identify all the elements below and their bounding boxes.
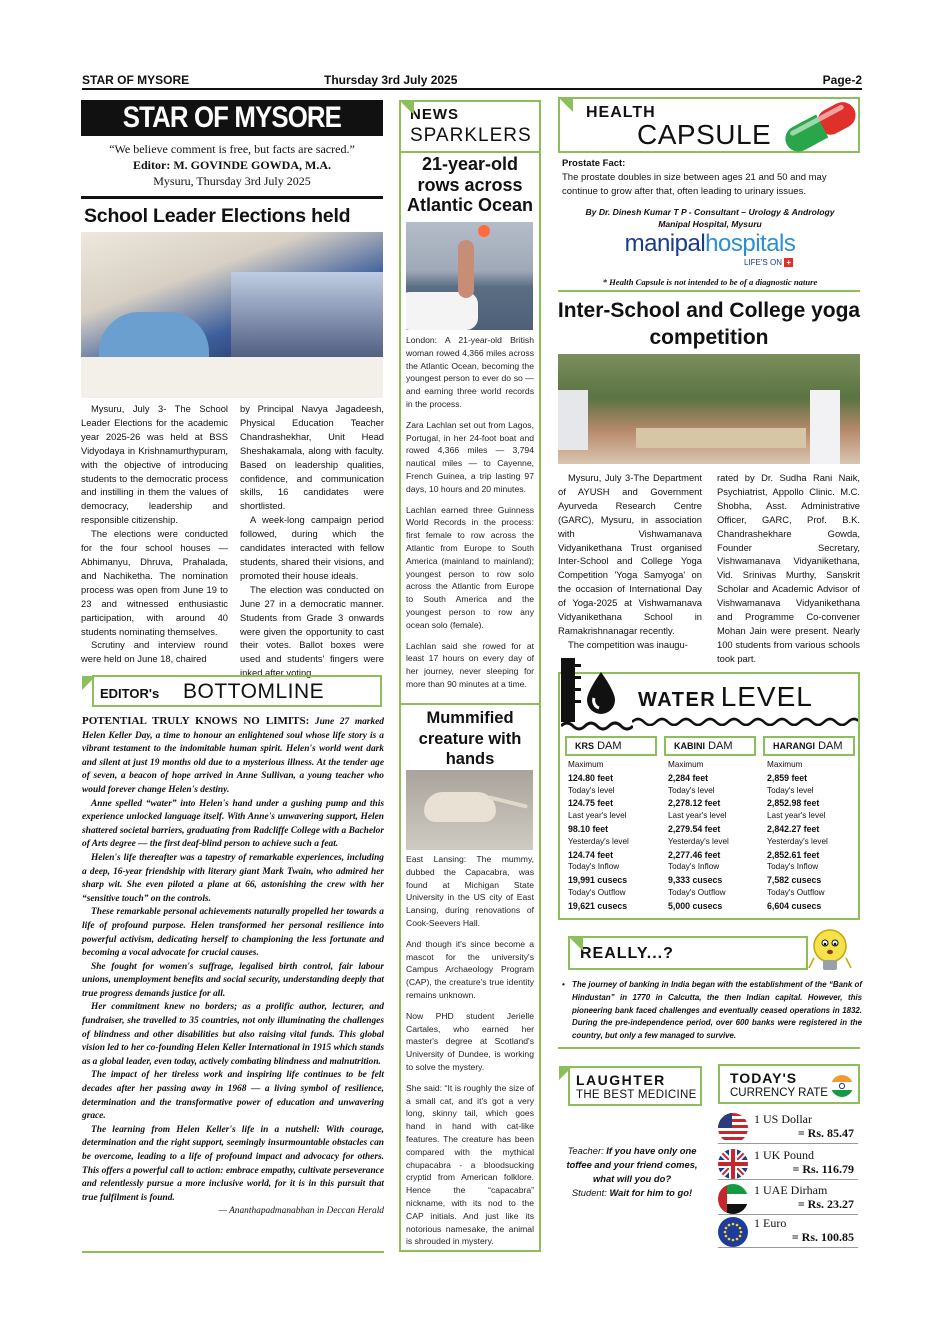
editor-label-b: BOTTOMLINE (183, 680, 325, 703)
laugh-label-b: THE BEST MEDICINE (576, 1089, 697, 1101)
dam-kabini-data (668, 759, 760, 913)
harangi-max-label: Maximum (767, 760, 803, 769)
news-s1-p1: London: A 21-year-old British woman rowed 4,366 miles across the Atlantic Ocean, becoming the youngest person to ever do so — and earning three world records in the process. (406, 335, 534, 409)
really-label-box (568, 936, 808, 970)
really-tab-corner (569, 937, 583, 951)
manipal-tagline-box (744, 258, 793, 267)
school-col1-p1: Mysuru, July 3- The School Leader Elections for the academic year 2025-26 was held at BSS Vidyodaya in Krishnamurthypuram, with the objective of introducing students to the democratic process and instilling in them the values of democracy, leadership and responsible citizenship. (81, 403, 228, 526)
student-line: Wait for him to go! (606, 1187, 693, 1198)
news-photo-2 (406, 770, 533, 850)
news-headline-1: 21-year-old rows across Atlantic Ocean (406, 154, 534, 215)
kabini-max-label: Maximum (668, 760, 704, 769)
yoga-col1-p1: Mysuru, July 3-The Department of AYUSH and Government Ayurveda Research Centre (GARC), Mysuru, in association with Vishwamanava Vidyanikethana Trust organised Inter-School and College Yoga Competition 'Yoga Samyoga' on the occasion of International Day of Yoga-2025 at Vishwamanava Vidyanikethana School in Ramakrishnanagar recently. (558, 472, 702, 636)
school-col2-p1: by Principal Navya Jagadeesh, Physical Education Teacher Chandrashekhar, Unit Head Sheshakamala, along with faculty. Based on leadership qualities, confidence, and communication skills, 16 candidates were shortlisted. (240, 403, 384, 512)
editor-body (82, 715, 384, 1219)
news-s2-p3: Now PHD student Jerielle Cartales, who earned her master's degree at Scotland's University of Dundee, is working to solve the mystery. (406, 1010, 534, 1072)
news-s1-p2: Zara Lachlan set out from Lagos, Portugal, in her 24-foot boat and rowed 4,366 miles — 3,794 nautical miles — to Cayenne, French Guinea, a trip lasting 97 days, 10 hours and 20 minutes. (406, 419, 534, 494)
eu-flag-icon (718, 1217, 748, 1247)
krs-today-label: Today's level (568, 785, 615, 795)
harangi-inflow-label: Today's Inflow (767, 862, 819, 872)
editor-p1: June 27 marked Helen Keller Day, a time to honour an enlightened soul whose life story is a vibrant testament to the indomitable human spirit. Helen's world went dark and silent at just 19 months old due to a mysterious illness. At the tender age of seven, a beacon of hope arrived in Anne Sullivan, a young teacher who would forever change Helen's destiny. (82, 717, 384, 795)
currency-label-a: TODAY'S (730, 1070, 798, 1086)
school-col1-p2: The elections were conducted for the four school houses — Abhimanyu, Dhruva, Prahalada, and Nachiketha. The nomination process was open from June 19 to 23 and witnessed enthusiastic participation, with around 40 students nominating themselves. (81, 528, 228, 637)
kabini-today-label: Today's level (668, 785, 715, 795)
uae-flag-icon (718, 1184, 748, 1214)
manipal-tagline: LIFE'S ON (744, 258, 782, 267)
dam-kabini-header (664, 736, 756, 756)
really-label: REALLY...? (580, 945, 674, 962)
dam-krs-name: KRS (575, 741, 595, 751)
harangi-last: 2,842.27 feet (767, 823, 820, 834)
news-tab-corner (400, 101, 414, 115)
dam-krs-header (565, 736, 657, 756)
teacher-label: Teacher: (567, 1145, 604, 1156)
manipal-logo (600, 230, 820, 258)
editor-p6: Her commitment knew no borders; as a prolific author, lecturer, and fundraiser, she travelled to 35 countries, not only illuminating the challenges of blindness and other disabilities but also raising vital funds. This global vision led to her co-founding Helen Keller International in 1915 which stands as a global leader, even today, actively combating blindness and malnutrition. (82, 1002, 384, 1067)
news-divider (401, 703, 539, 705)
news-photo-1 (406, 222, 533, 330)
harangi-today-label: Today's level (767, 785, 814, 795)
editor-bottom-rule (82, 1251, 384, 1253)
capsule-pill-icon (778, 98, 862, 154)
water-label-b: LEVEL (720, 681, 813, 712)
news-headline-2: Mummified creature with hands (418, 709, 522, 768)
krs-yest-label: Yesterday's level (568, 836, 629, 846)
harangi-outflow: 6,604 cusecs (767, 900, 822, 911)
manipal-logo-b: hospitals (705, 230, 796, 257)
editor-credit: — Ananthapadmanabhan in Deccan Herald (218, 1206, 384, 1217)
masthead-quote: “We believe comment is free, but facts are sacred.” (109, 142, 355, 156)
krs-max: 124.80 feet (568, 772, 613, 783)
health-byline-2: Manipal Hospital, Mysuru (658, 219, 762, 229)
india-flag-icon (830, 1074, 854, 1098)
dam-kabini-name: KABINI (674, 741, 705, 751)
water-label-a: WATER (638, 689, 717, 711)
krs-yest: 124.74 feet (568, 849, 613, 860)
kabini-max: 2,284 feet (668, 772, 709, 783)
editor-label-a: EDITOR's (100, 686, 160, 701)
uk-flag-icon (718, 1149, 748, 1179)
editor-p7: The impact of her tireless work and inspiring life continues to be felt decades after her passing away in 1968 — a living symbol of resilience, determination and the transformative power of education and unwavering grace. (82, 1070, 384, 1122)
harangi-yest: 2,852.61 feet (767, 849, 820, 860)
news-label-b: SPARKLERS (410, 125, 532, 146)
water-label (638, 681, 813, 713)
editor-label-box (92, 675, 382, 707)
currency-value-usd: = Rs. 85.47 (797, 1126, 854, 1140)
currency-name-gbp: 1 UK Pound (754, 1148, 815, 1162)
harangi-inflow: 7,582 cusecs (767, 875, 822, 886)
school-col1-p3: Scrutiny and interview round were held on June 18, chaired (81, 639, 228, 665)
dam-harangi-suffix: DAM (818, 740, 843, 752)
kabini-last: 2,279.54 feet (668, 823, 721, 834)
really-rule (558, 1047, 860, 1049)
dam-harangi-header (763, 736, 855, 756)
yoga-col2-p1: rated by Dr. Sudha Rani Naik, Psychiatrist, Appollo Clinic. M.C. Shobha, Asst. Administrative Officer, GARC, Prof. B.K. Chandrashekhare Gowda, Founder Secretary, Vishwamanava Vidyanikethana, Vid. Srinivas Murthy, Sanskrit Scholar and Academic Advisor of Vishwamanava Vidyanikethana and Programme Co-convener Mohan Jain were present. Nearly 100 students from various schools took part. (717, 472, 860, 664)
editor-tab-corner (82, 676, 96, 690)
really-text-wrap (560, 979, 862, 1043)
harangi-today: 2,852.98 feet (767, 798, 820, 809)
krs-outflow: 19,621 cusecs (568, 900, 628, 911)
health-label-a: HEALTH (586, 104, 656, 121)
editor-p8: The learning from Helen Keller's life in a nutshell: With courage, determination and the right support, seemingly insurmountable obstacles can be overcome, leading to a life of profound impact and advocacy for others. This offers a powerful call to action: embrace empathy, cultivate perseverance and relentlessly pursue a more inclusive world, for it is in this pursuit that true fulfilment is found. (82, 1124, 384, 1203)
health-rule (558, 290, 860, 292)
school-col2-p2: A week-long campaign period followed, during which the candidates interacted with fellow students, shared their visions, and promoted their house ideals. (240, 514, 384, 581)
currency-label-box (718, 1064, 860, 1104)
kabini-outflow: 5,000 cusecs (668, 900, 723, 911)
kabini-today: 2,278.12 feet (668, 798, 721, 809)
news-s2-p2: And though it's since become a mascot for the university's Campus Archaeology Program (CAP), the creature's true identity remains unknown. (406, 938, 534, 1000)
harangi-max: 2,859 feet (767, 772, 808, 783)
krs-max-label: Maximum (568, 760, 604, 769)
currency-label-b: CURRENCY RATE (730, 1087, 828, 1099)
health-fact-title: Prostate Fact: (562, 158, 626, 169)
teacher-line: If you have only one toffee and your friend comes, what will you do? (566, 1145, 698, 1184)
school-headline: School Leader Elections held (84, 205, 351, 227)
currency-row-aed (718, 1183, 858, 1215)
krs-inflow-label: Today's Inflow (568, 862, 620, 872)
yoga-col1-p2: The competition was inaugu- (568, 638, 688, 650)
masthead-rule (81, 196, 383, 199)
masthead-banner (81, 100, 383, 136)
currency-row-usd (718, 1112, 858, 1144)
editor-p5: She fought for women's suffrage, legalised birth control, fair labour unions, unemployment benefits and social security, understanding deeply that true progress demands justice for all. (82, 961, 384, 999)
manipal-logo-a: manipal (624, 230, 706, 257)
header-paper: STAR OF MYSORE (82, 73, 190, 87)
krs-outflow-label: Today's Outflow (568, 887, 626, 897)
news-label-a: NEWS (410, 106, 459, 123)
currency-value-eur: = Rs. 100.85 (791, 1230, 854, 1244)
header-page: Page-2 (822, 73, 862, 87)
kabini-inflow: 9,333 cusecs (668, 875, 723, 886)
editor-p4: These remarkable personal achievements naturally propelled her towards a life of profound purpose. Helen transformed her personal resilience into powerful activism, dedicating herself to championing the less fortunate and becoming a vocal advocate for crucial causes. (82, 907, 384, 959)
page-header (82, 72, 862, 90)
health-fact: The prostate doubles in size between ages 21 and 50 and may continue to grow after that, often leading to urinary issues. (562, 172, 827, 197)
currency-name-eur: 1 Euro (754, 1216, 787, 1230)
dam-krs-data (568, 759, 660, 913)
student-label: Student: (571, 1187, 607, 1198)
dam-harangi-name: HARANGI (773, 741, 815, 751)
news-s1-p3: Lachlan earned three Guinness World Records in the process: first female to row across the Atlantic from Europe to South America (mainland to mainland); youngest person to row solo across the Atlantic from Europe to South America and the youngest person to row any ocean solo (female). (406, 504, 534, 630)
lightbulb-icon (806, 924, 854, 978)
plus-icon: + (784, 258, 793, 267)
health-byline-1: By Dr. Dinesh Kumar T P - Consultant – Urology & Andrology (585, 207, 835, 217)
harangi-yest-label: Yesterday's level (767, 836, 828, 846)
dam-harangi-data (767, 759, 859, 913)
currency-value-aed: = Rs. 23.27 (797, 1197, 854, 1211)
currency-row-gbp (718, 1148, 858, 1180)
currency-name-aed: 1 UAE Dirham (754, 1183, 828, 1197)
editor-lead: POTENTIAL TRULY KNOWS NO LIMITS: (82, 715, 310, 727)
dam-krs-suffix: DAM (597, 740, 622, 752)
krs-last: 98.10 feet (568, 823, 609, 834)
health-label-b: CAPSULE (637, 119, 772, 150)
krs-today: 124.75 feet (568, 798, 613, 809)
masthead-title: STAR OF MYSORE (122, 101, 342, 134)
kabini-last-label: Last year's level (668, 811, 727, 821)
masthead-editor: Editor: M. GOVINDE GOWDA, M.A. (133, 158, 331, 172)
editor-p3: Helen's life thereafter was a tapestry of remarkable experiences, including a deep, 16-year friendship with literary giant Mark Twain, who admired her sharp wit. She even piloted a plane at 66, astonishing the crew with her “sensitive touch” on the controls. (82, 852, 384, 904)
editor-p2: Anne spelled “water” into Helen's hand under a gushing pump and this experience unlocked language itself. With Anne's unwavering support, Helen shattered societal barriers, graduating from Radcliffe College with a Bachelor of Arts degree — the first deaf-blind person to achieve such a feat. (82, 798, 384, 850)
currency-name-usd: 1 US Dollar (754, 1112, 812, 1126)
kabini-yest: 2,277.46 feet (668, 849, 721, 860)
laugh-label-a: LAUGHTER (576, 1072, 666, 1088)
dam-kabini-suffix: DAM (708, 740, 733, 752)
school-photo (81, 232, 383, 398)
news-s1-p4: Lachlan said she rowed for at least 17 hours on every day of her journey, never sleeping for more than 90 minutes at a time. (406, 640, 534, 689)
bullet-icon: • (562, 980, 565, 989)
us-flag-icon (718, 1113, 748, 1143)
kabini-yest-label: Yesterday's level (668, 836, 729, 846)
health-note: * Health Capsule is not intended to be of a diagnostic nature (602, 277, 818, 287)
news-s2-p1: East Lansing: The mummy, dubbed the Capacabra, was found at Michigan State University in the US city of East Lansing, during renovations of Cook-Seevers Hall. (406, 854, 534, 928)
news-s2-p4: She said: “It is roughly the size of a small cat, and it's got a very long, skinny tail, which goes hand in hand with cat-like features. The creature has been compared with the mythical chupacabra - a bloodsucking cryptid from American folklore. Hence the “capacabra” nickname, with its nod to the CAP initials. And just like its notorious namesake, the animal is shrouded in mystery. (406, 1082, 534, 1247)
really-text: The journey of banking in India began with the establishment of the “Bank of Hindustan” in 1770 in Calcutta, the then Indian capital. However, this pioneering bank faced challenges and eventually ceased operations in 1832. During the pre-independence period, over 600 banks were registered in the country, but only a few managed to survive. (572, 980, 862, 1041)
krs-inflow: 19,991 cusecs (568, 875, 628, 886)
krs-last-label: Last year's level (568, 811, 627, 821)
health-tab-corner (559, 98, 573, 112)
kabini-inflow-label: Today's Inflow (668, 862, 720, 872)
harangi-outflow-label: Today's Outflow (767, 887, 825, 897)
yoga-headline: Inter-School and College yoga competition (557, 299, 861, 349)
currency-row-eur (718, 1216, 858, 1248)
laugh-tab-corner (559, 1066, 573, 1080)
laugh-joke (562, 1144, 702, 1200)
water-wave-icon (632, 716, 858, 726)
currency-value-gbp: = Rs. 116.79 (792, 1162, 854, 1176)
yoga-photo (558, 354, 860, 464)
kabini-outflow-label: Today's Outflow (668, 887, 726, 897)
laugh-label-box (568, 1066, 702, 1106)
water-gauge-icon (561, 658, 633, 732)
header-date: Thursday 3rd July 2025 (324, 73, 458, 87)
masthead-dateline: Mysuru, Thursday 3rd July 2025 (153, 174, 311, 188)
harangi-last-label: Last year's level (767, 811, 826, 821)
school-col2-p3: The election was conducted on June 27 in a democratic manner. Students from Grade 3 onwards were given the opportunity to cast their votes. Ballot boxes were used and students' fingers were inked after voting. (240, 583, 384, 679)
